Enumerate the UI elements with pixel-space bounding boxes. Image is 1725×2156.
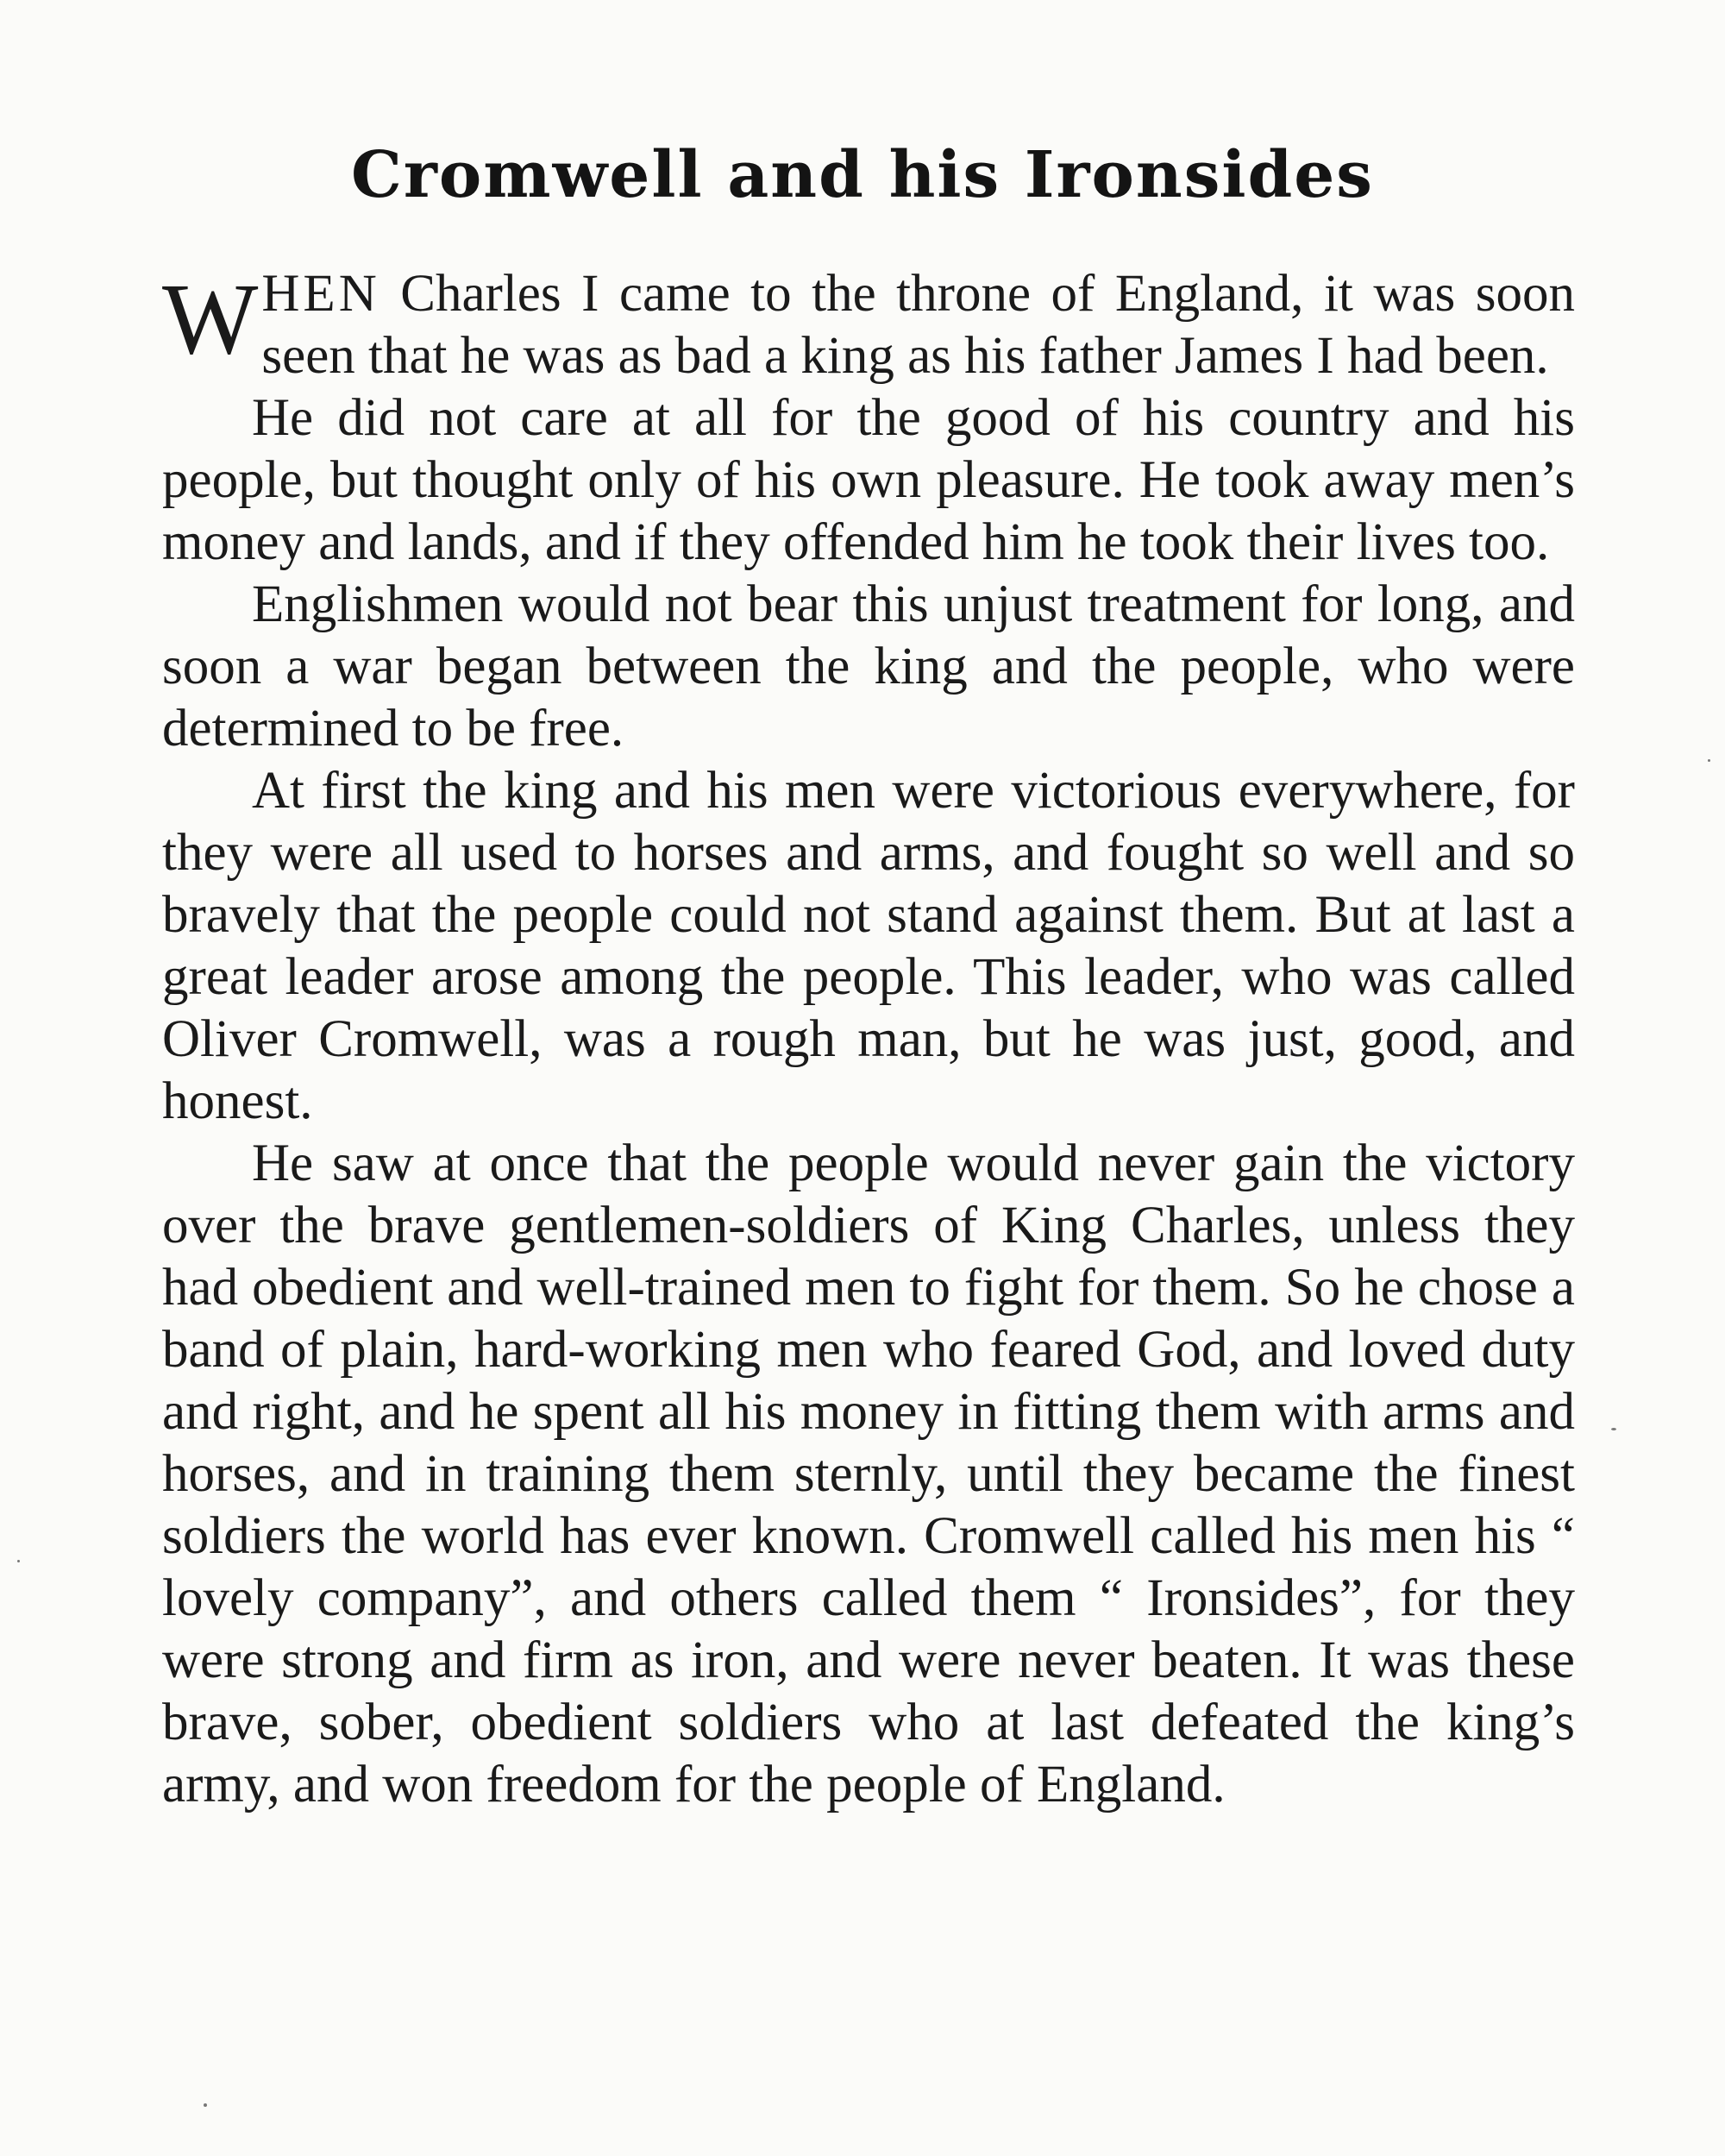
paragraph-5: He saw at once that the people would never gain the victory over the brave gentlemen-soldiers of King Charles, unless they had obedient and well-trained men to fight for them. So he chose a band of plain, hard-working men who feared God, and loved duty and right, and he spent all his money in fitting them with arms and horses, and in training them sternly, until they became the finest soldiers the world has ever known. Cromwell called his men his “ lovely company”, and others called them “ Ironsides”, for they were strong and firm as iron, and were never beaten. It was these brave, sober, obedient soldiers who at last defeated the king’s army, and won freedom for the people of England.	[162, 1135, 1575, 1813]
lead-word-remainder: HEN	[261, 265, 380, 323]
scan-speck	[1611, 1428, 1616, 1430]
paragraph-1-text: Charles I came to the throne of England, it was soon seen that he was as bad a king as his father James I had been.	[261, 265, 1575, 385]
paragraph-4: At first the king and his men were victorious everywhere, for they were all used to horses and arms, and fought so well and so bravely that the people could not stand against them. But at last a great leader arose among the people. This leader, who was called Oliver Cromwell, was a rough man, but he was just, good, and honest.	[162, 762, 1575, 1130]
paragraph-3: Englishmen would not bear this unjust treatment for long, and soon a war began between the king and the people, who were determined to be free.	[162, 575, 1575, 757]
drop-cap: W	[162, 262, 259, 375]
paragraph-1	[162, 263, 1575, 387]
article-body	[162, 263, 1575, 1816]
paragraph-2: He did not care at all for the good of his country and his people, but thought only of his own pleasure. He took away men’s money and lands, and if they offended him he took their lives too.	[162, 389, 1575, 571]
scan-speck	[17, 1560, 20, 1562]
scan-speck	[1708, 759, 1710, 762]
page-title: Cromwell and his Ironsides	[351, 138, 1374, 212]
scan-speck	[204, 2103, 207, 2107]
